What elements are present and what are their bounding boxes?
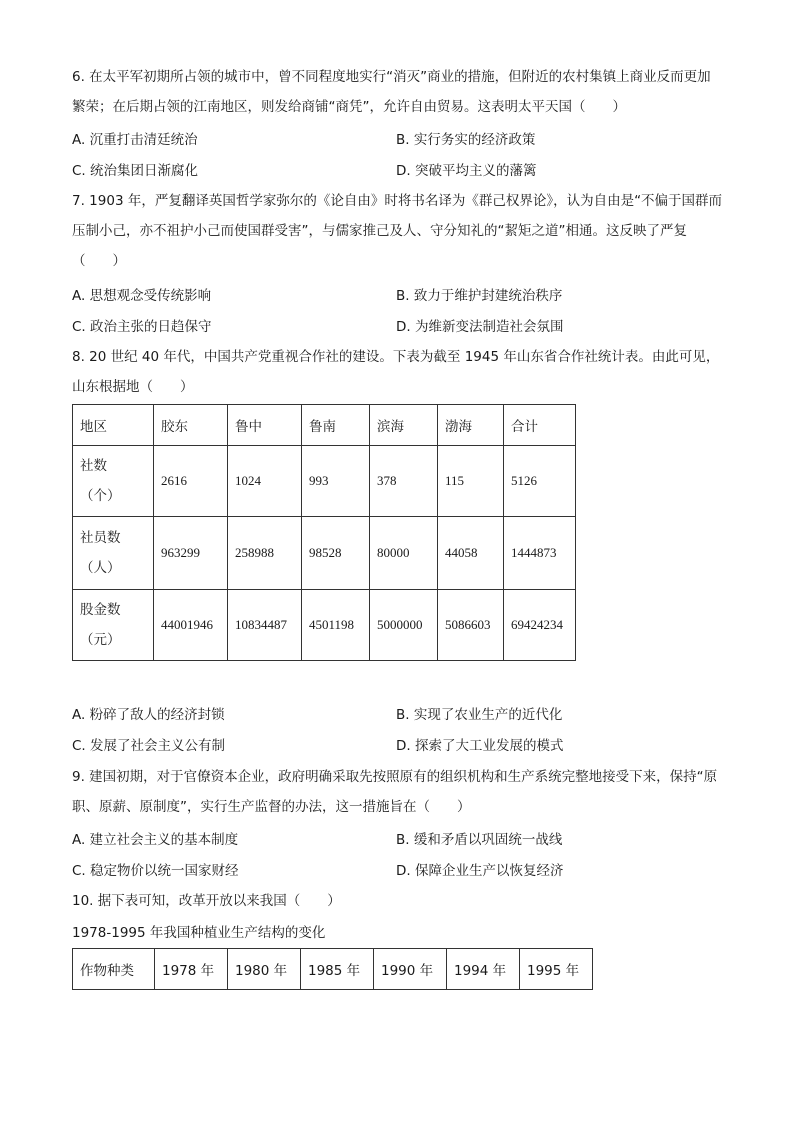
table-header-cell: 地区 (73, 405, 154, 446)
table-header-cell: 1990 年 (374, 949, 447, 990)
table-header-cell: 1980 年 (228, 949, 301, 990)
table-cell: 115 (438, 446, 504, 517)
question-9-text: 9. 建国初期，对于官僚资本企业，政府明确采取先按照原有的组织机构和生产系统完整地接受下来，保持“原职、原薪、原制度”，实行生产监督的办法，这一措施旨在（ ） (72, 769, 718, 815)
table-header-cell: 1978 年 (155, 949, 228, 990)
table-cell: 378 (370, 446, 438, 517)
table-header-cell: 胶东 (154, 405, 228, 446)
question-8-text: 8. 20 世纪 40 年代，中国共产党重视合作社的建设。下表为截至 1945 年山东省合作社统计表。由此可见，山东根据地（ ） (72, 349, 720, 395)
table-cell: 44058 (438, 517, 504, 590)
row-label-unit: （元） (80, 632, 121, 648)
table-cell: 69424234 (504, 590, 576, 661)
row-label-unit: （人） (80, 560, 121, 576)
table-header-cell: 鲁南 (302, 405, 370, 446)
table-header-cell: 合计 (504, 405, 576, 446)
table-header-row (73, 405, 576, 446)
table-header-cell: 滨海 (370, 405, 438, 446)
table-cell: 2616 (154, 446, 228, 517)
table-cell: 993 (302, 446, 370, 517)
question-6-text: 6. 在太平军初期所占领的城市中，曾不同程度地实行“消灭”商业的措施，但附近的农村集镇上商业反而更加繁荣；在后期占领的江南地区，则发给商铺“商凭”，允许自由贸易。这表明太平天国（ ） (72, 69, 711, 115)
q8-option-d: D. 探索了大工业发展的模式 (396, 738, 564, 754)
q8-option-c: C. 发展了社会主义公有制 (72, 738, 226, 754)
q6-option-d: D. 突破平均主义的藩篱 (396, 163, 537, 179)
q7-option-a: A. 思想观念受传统影响 (72, 288, 212, 304)
q8-option-b: B. 实现了农业生产的近代化 (396, 707, 563, 723)
cooperative-statistics-table (72, 404, 576, 661)
q9-option-c: C. 稳定物价以统一国家财经 (72, 863, 239, 879)
table-header-cell: 1994 年 (447, 949, 520, 990)
q7-option-c: C. 政治主张的日趋保守 (72, 319, 212, 335)
table-cell: 5126 (504, 446, 576, 517)
table-header-row (73, 949, 593, 990)
row-label (73, 517, 154, 590)
table-cell: 44001946 (154, 590, 228, 661)
table-header-cell: 作物种类 (73, 949, 155, 990)
q9-option-a: A. 建立社会主义的基本制度 (72, 832, 239, 848)
table-cell: 963299 (154, 517, 228, 590)
table-caption: 1978-1995 年我国种植业生产结构的变化 (72, 925, 326, 941)
row-label-unit: （个） (80, 488, 121, 504)
q9-option-b: B. 缓和矛盾以巩固统一战线 (396, 832, 563, 848)
table-cell: 1444873 (504, 517, 576, 590)
q7-option-b: B. 致力于维护封建统治秩序 (396, 288, 563, 304)
table-header-cell: 鲁中 (228, 405, 302, 446)
q6-option-c: C. 统治集团日渐腐化 (72, 163, 199, 179)
question-10-text: 10. 据下表可知，改革开放以来我国（ ） (72, 893, 341, 909)
table-cell: 5000000 (370, 590, 438, 661)
table-cell: 98528 (302, 517, 370, 590)
q6-option-b: B. 实行务实的经济政策 (396, 132, 536, 148)
question-7-text: 7. 1903 年，严复翻译英国哲学家弥尔的《论自由》时将书名译为《群己权界论》，认为自由是“不偏于国群而压制小己，亦不祖护小己而使国群受害”，与儒家推己及人、守分知礼的“絜矩之道”相通。这反映了严复（ ） (72, 193, 723, 269)
table-cell: 258988 (228, 517, 302, 590)
q9-option-d: D. 保障企业生产以恢复经济 (396, 863, 564, 879)
planting-structure-table (72, 948, 593, 990)
row-label-line: 股金数 (80, 602, 121, 618)
table-cell: 1024 (228, 446, 302, 517)
q7-option-d: D. 为维新变法制造社会氛围 (396, 319, 564, 335)
table-cell: 5086603 (438, 590, 504, 661)
table-row (73, 446, 576, 517)
table-cell: 80000 (370, 517, 438, 590)
q6-option-a: A. 沉重打击清廷统治 (72, 132, 198, 148)
table-row (73, 517, 576, 590)
table-row (73, 590, 576, 661)
row-label (73, 446, 154, 517)
table-cell: 4501198 (302, 590, 370, 661)
row-label-line: 社数 (80, 458, 107, 474)
table-header-cell: 1995 年 (520, 949, 593, 990)
table-header-cell: 1985 年 (301, 949, 374, 990)
row-label-line: 社员数 (80, 530, 121, 546)
table-header-cell: 渤海 (438, 405, 504, 446)
row-label (73, 590, 154, 661)
table-cell: 10834487 (228, 590, 302, 661)
q8-option-a: A. 粉碎了敌人的经济封锁 (72, 707, 225, 723)
